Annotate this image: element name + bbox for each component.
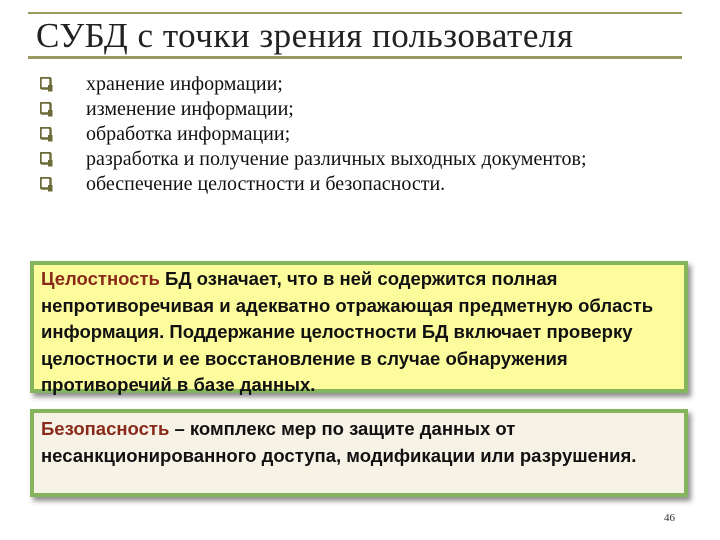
security-definition-text: – комплекс мер по защите данных от несанкционированного доступа, модификации или разрушения.: [41, 418, 637, 466]
bullet-text: хранение информации;: [86, 73, 283, 95]
q-bullet-icon: [40, 77, 53, 92]
integrity-term: Целостность: [41, 268, 160, 289]
security-term: Безопасность: [41, 418, 170, 439]
slide-title: СУБД с точки зрения пользователя: [36, 16, 574, 55]
security-definition-box: [30, 409, 688, 497]
integrity-definition-text: БД означает, что в ней содержится полная непротиворечивая и адекватно отражающая предметную область информация. Поддержание целостности БД включает проверку целостности и ее восстановление в случае обнаружения противоречий в базе данных.: [41, 268, 654, 395]
bullet-text: обработка информации;: [86, 123, 291, 145]
q-bullet-icon: [40, 127, 53, 142]
bullet-text: разработка и получение различных выходных документов;: [86, 148, 587, 170]
bullet-text: изменение информации;: [86, 98, 294, 120]
page-number: 46: [664, 512, 675, 524]
q-bullet-icon: [40, 177, 53, 192]
q-bullet-icon: [40, 152, 53, 167]
bullet-item: [40, 122, 690, 147]
bullet-item: [40, 97, 690, 122]
title-bar: [28, 12, 682, 59]
bullet-text: обеспечение целостности и безопасности.: [86, 173, 446, 195]
integrity-definition-box: [30, 261, 688, 393]
q-bullet-icon: [40, 102, 53, 117]
bullet-item: [40, 172, 690, 197]
bullet-list: [40, 72, 690, 197]
bullet-item: [40, 147, 690, 172]
bullet-item: [40, 72, 690, 97]
